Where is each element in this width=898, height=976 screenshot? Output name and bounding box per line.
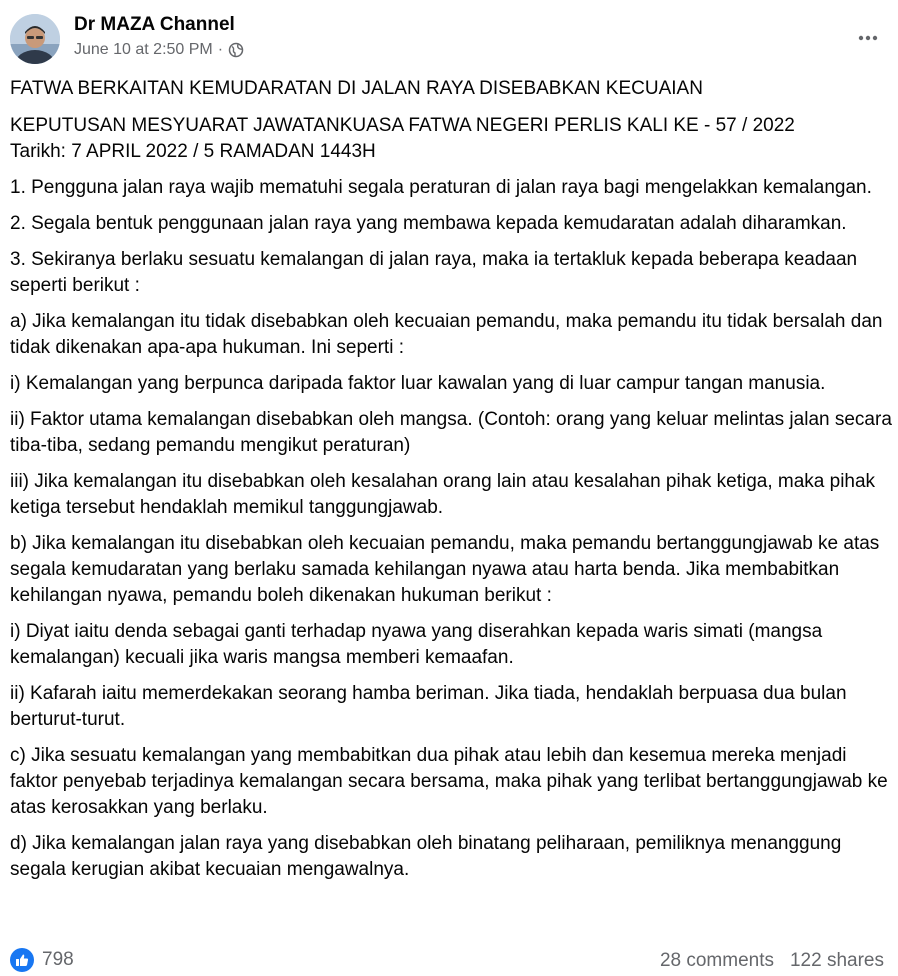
like-icon <box>10 948 34 972</box>
post-paragraph: c) Jika sesuatu kemalangan yang membabitkan dua pihak atau lebih dan kesemua mereka menjadi faktor penyebab terjadinya kemalangan secara bersama, maka pihak yang terlibat bertanggungjawab ke atas kerosakkan yang berlaku. <box>10 745 888 818</box>
post-title: FATWA BERKAITAN KEMUDARATAN DI JALAN RAYA DISEBABKAN KECUAIAN <box>10 78 703 99</box>
post-paragraph: iii) Jika kemalangan itu disebabkan oleh kesalahan orang lain atau kesalahan pihak ketiga, maka pihak ketiga tersebut hendaklah memikul tanggungjawab. <box>10 471 876 518</box>
avatar-image <box>10 14 60 64</box>
post-paragraph: i) Diyat iaitu denda sebagai ganti terhadap nyawa yang diserahkan kepada waris simati (mangsa kemalangan) kecuali jika waris mangsa memberi kemaafan. <box>10 621 823 668</box>
post-paragraph: d) Jika kemalangan jalan raya yang disebabkan oleh binatang peliharaan, pemiliknya menanggung segala kerugian akibat kecuaian mengawalnya. <box>10 833 842 880</box>
post-paragraph: 3. Sekiranya berlaku sesuatu kemalangan di jalan raya, maka ia tertakluk kepada beberapa keadaan seperti berikut : <box>10 249 858 296</box>
post-paragraph: b) Jika kemalangan itu disebabkan oleh kecuaian pemandu, maka pemandu bertanggungjawab ke atas segala kemudaratan yang berlaku samada kehilangan nyawa atau harta benda. Jika membabitkan kehilangan nyawa, pemandu boleh dikenakan hukuman berikut : <box>10 533 880 606</box>
reaction-count: 798 <box>42 949 74 970</box>
post-paragraph: KEPUTUSAN MESYUARAT JAWATANKUASA FATWA NEGERI PERLIS KALI KE - 57 / 2022 Tarikh: 7 APRIL 2022 / 5 RAMADAN 1443H <box>10 115 795 162</box>
author-name[interactable]: Dr MAZA Channel <box>74 14 235 35</box>
avatar[interactable] <box>10 14 60 64</box>
engagement-stats <box>660 950 884 972</box>
globe-icon <box>228 42 244 58</box>
post-content <box>10 76 894 893</box>
post-paragraph: 2. Segala bentuk penggunaan jalan raya yang membawa kepada kemudaratan adalah diharamkan. <box>10 213 847 234</box>
post-timestamp[interactable]: June 10 at 2:50 PM <box>74 41 213 58</box>
post-paragraph: ii) Faktor utama kemalangan disebabkan oleh mangsa. (Contoh: orang yang keluar melintas jalan secara tiba-tiba, sedang pemandu mengikut peraturan) <box>10 409 892 456</box>
post-meta <box>74 41 244 59</box>
post-paragraph: 1. Pengguna jalan raya wajib mematuhi segala peraturan di jalan raya bagi mengelakkan kemalangan. <box>10 177 872 198</box>
engagement-bar <box>10 944 884 976</box>
reaction-summary[interactable] <box>10 948 74 972</box>
comments-count-link[interactable]: 28 comments <box>659 950 774 971</box>
shares-count-link[interactable]: 122 shares <box>789 950 884 971</box>
post-header <box>10 10 888 66</box>
post-paragraph: a) Jika kemalangan itu tidak disebabkan oleh kecuaian pemandu, maka pemandu itu tidak bersalah dan tidak dikenakan apa-apa hukuman. Ini seperti : <box>10 311 883 358</box>
more-options-icon[interactable] <box>852 26 884 50</box>
post-paragraph: i) Kemalangan yang berpunca daripada faktor luar kawalan yang di luar campur tangan manusia. <box>10 373 826 394</box>
post-paragraph: ii) Kafarah iaitu memerdekakan seorang hamba beriman. Jika tiada, hendaklah berpuasa dua bulan berturut-turut. <box>10 683 847 730</box>
meta-separator: · <box>217 41 224 58</box>
